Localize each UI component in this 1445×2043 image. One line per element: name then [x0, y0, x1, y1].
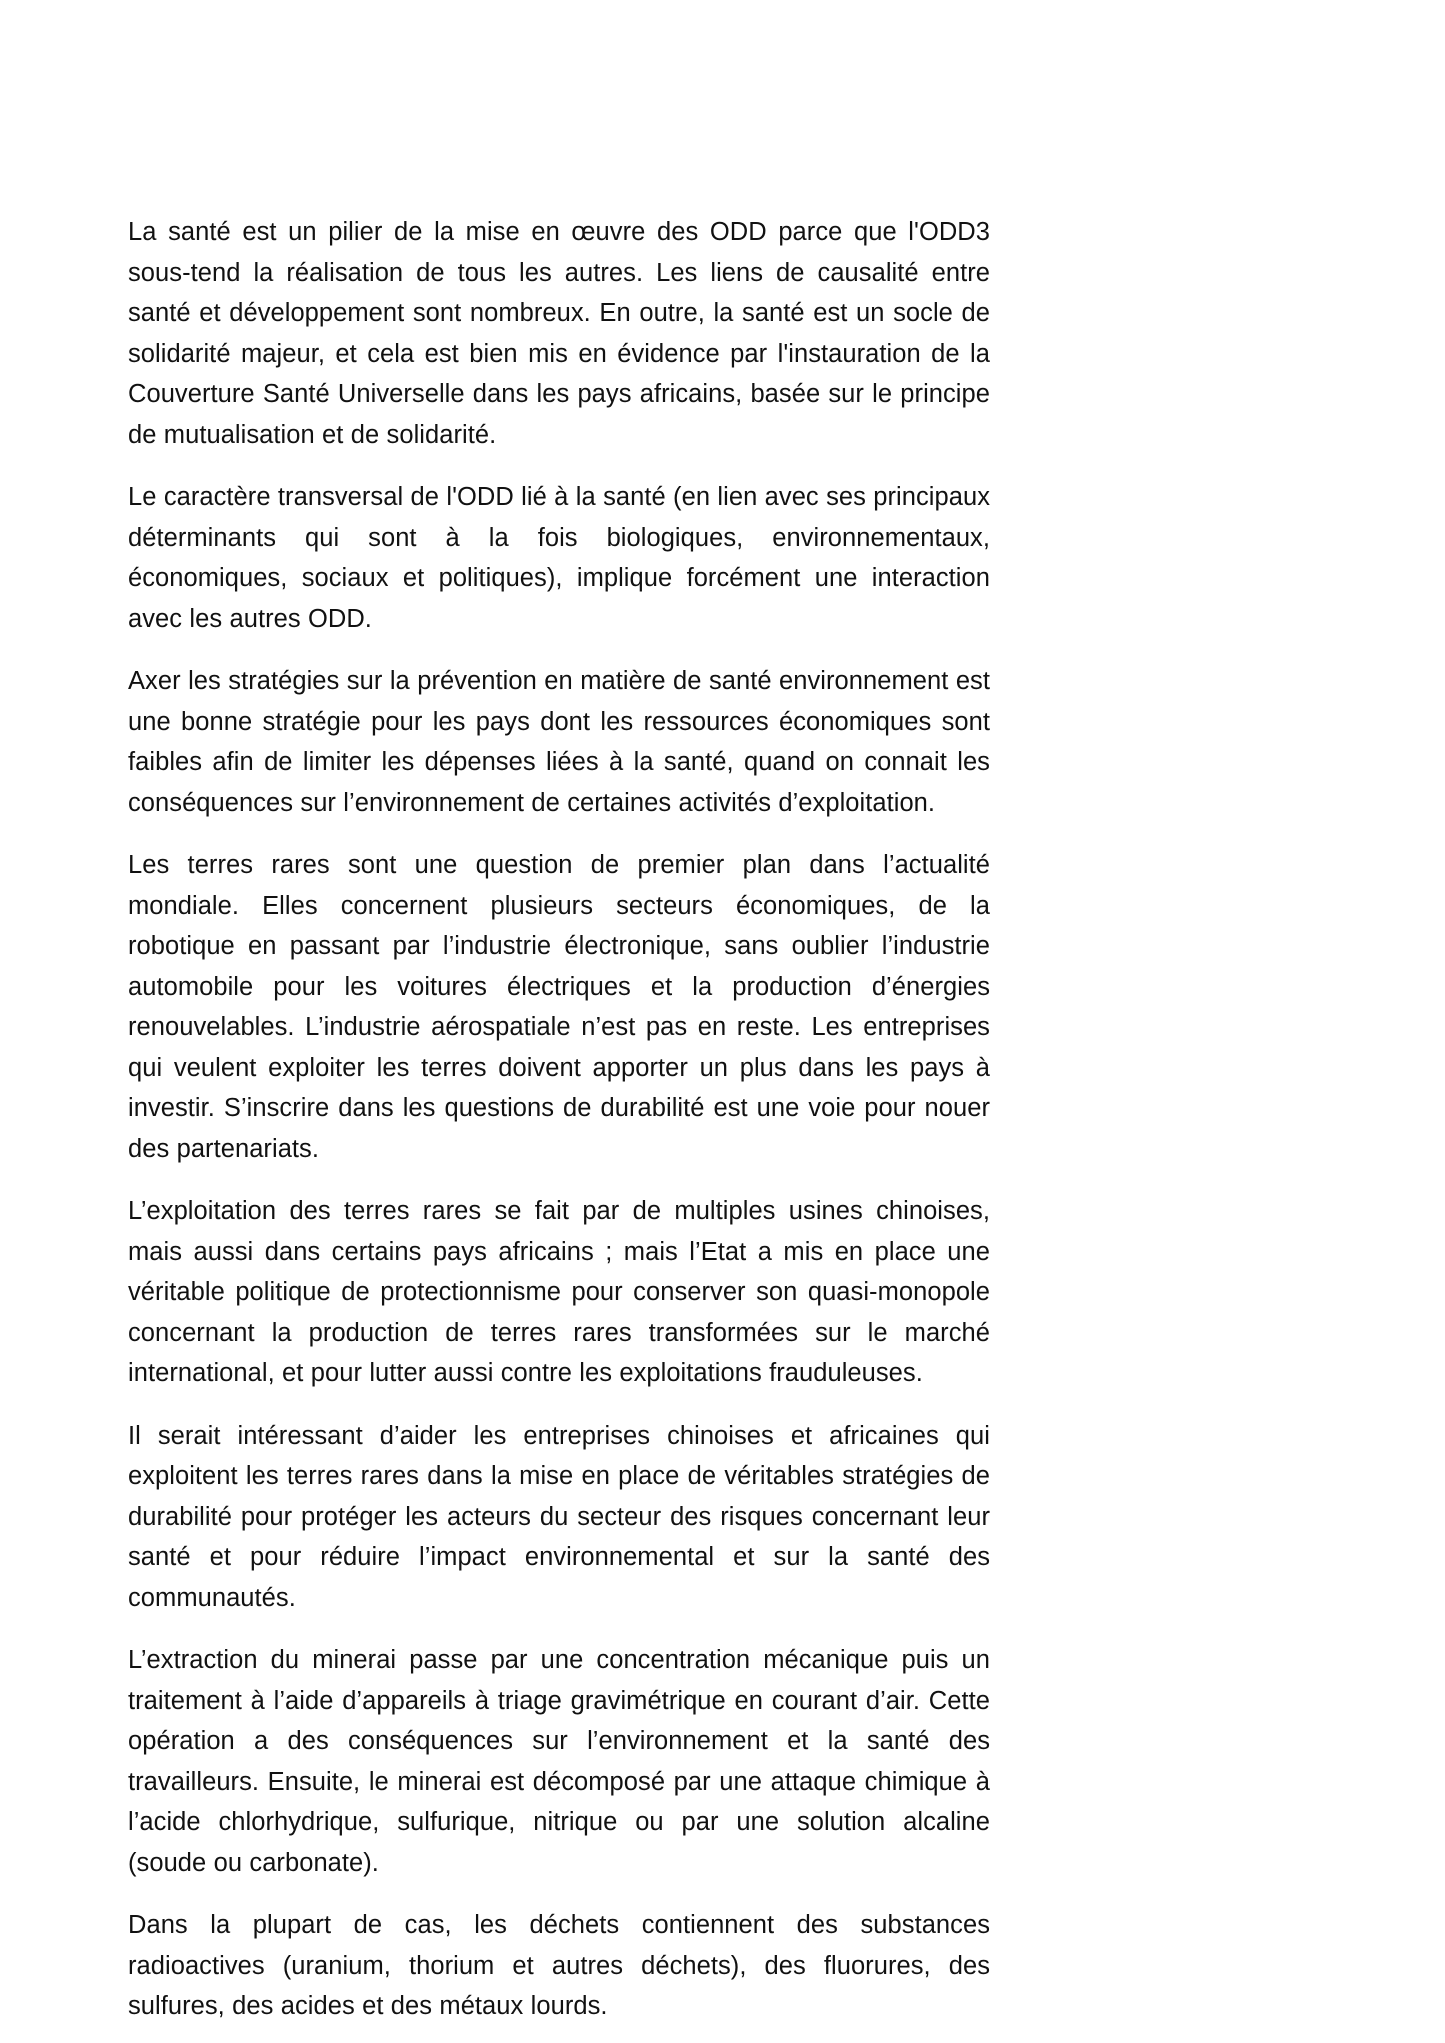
paragraph-dechets-radioactifs: Dans la plupart de cas, les déchets contiennent des substances radioactives (uranium, thorium et autres déchets), des fluorures, des sulfures, des acides et des métaux lourds.: [128, 1911, 990, 2020]
paragraph-extraction-minerai: L’extraction du minerai passe par une concentration mécanique puis un traitement à l’aide d’appareils à triage gravimétrique en courant d’air. Cette opération a des conséquences sur l’environnement et la santé des travailleurs. Ensuite, le minerai est décomposé par une attaque chimique à l’acide chlorhydrique, sulfurique, nitrique ou par une solution alcaline (soude ou carbonate).: [128, 1646, 990, 1877]
paragraph-aider-entreprises-durabilite: Il serait intéressant d’aider les entreprises chinoises et africaines qui exploitent les terres rares dans la mise en place de véritables stratégies de durabilité pour protéger les acteurs du secteur des risques concernant leur santé et pour réduire l’impact environnemental et sur la santé des communautés.: [128, 1421, 990, 1612]
paragraph-exploitation-usines-chinoises: L’exploitation des terres rares se fait par de multiples usines chinoises, mais aussi dans certains pays africains ; mais l’Etat a mis en place une véritable politique de protectionnisme pour conserver son quasi-monopole concernant la production de terres rares transformées sur le marché international, et pour lutter aussi contre les exploitations frauduleuses.: [128, 1197, 990, 1387]
paragraph-caractere-transversal: Le caractère transversal de l'ODD lié à la santé (en lien avec ses principaux déterminants qui sont à la fois biologiques, environnementaux, économiques, sociaux et politiques), implique forcément une interaction avec les autres ODD.: [128, 483, 990, 633]
document-body: [128, 212, 990, 2027]
paragraph-terres-rares-actualite: Les terres rares sont une question de premier plan dans l’actualité mondiale. Elles concernent plusieurs secteurs économiques, de la robotique en passant par l’industrie électronique, sans oublier l’industrie automobile pour les voitures électriques et la production d’énergies renouvelables. L’industrie aérospatiale n’est pas en reste. Les entreprises qui veulent exploiter les terres doivent apporter un plus dans les pays à investir. S’inscrire dans les questions de durabilité est une voie pour nouer des partenariats.: [128, 851, 990, 1163]
paragraph-axer-strategies-prevention: Axer les stratégies sur la prévention en matière de santé environnement est une bonne stratégie pour les pays dont les ressources économiques sont faibles afin de limiter les dépenses liées à la santé, quand on connait les conséquences sur l’environnement de certaines activités d’exploitation.: [128, 667, 990, 817]
paragraph-sante-pilier-odd: La santé est un pilier de la mise en œuvre des ODD parce que l'ODD3 sous-tend la réalisation de tous les autres. Les liens de causalité entre santé et développement sont nombreux. En outre, la santé est un socle de solidarité majeur, et cela est bien mis en évidence par l'instauration de la Couverture Santé Universelle dans les pays africains, basée sur le principe de mutualisation et de solidarité.: [128, 218, 990, 449]
